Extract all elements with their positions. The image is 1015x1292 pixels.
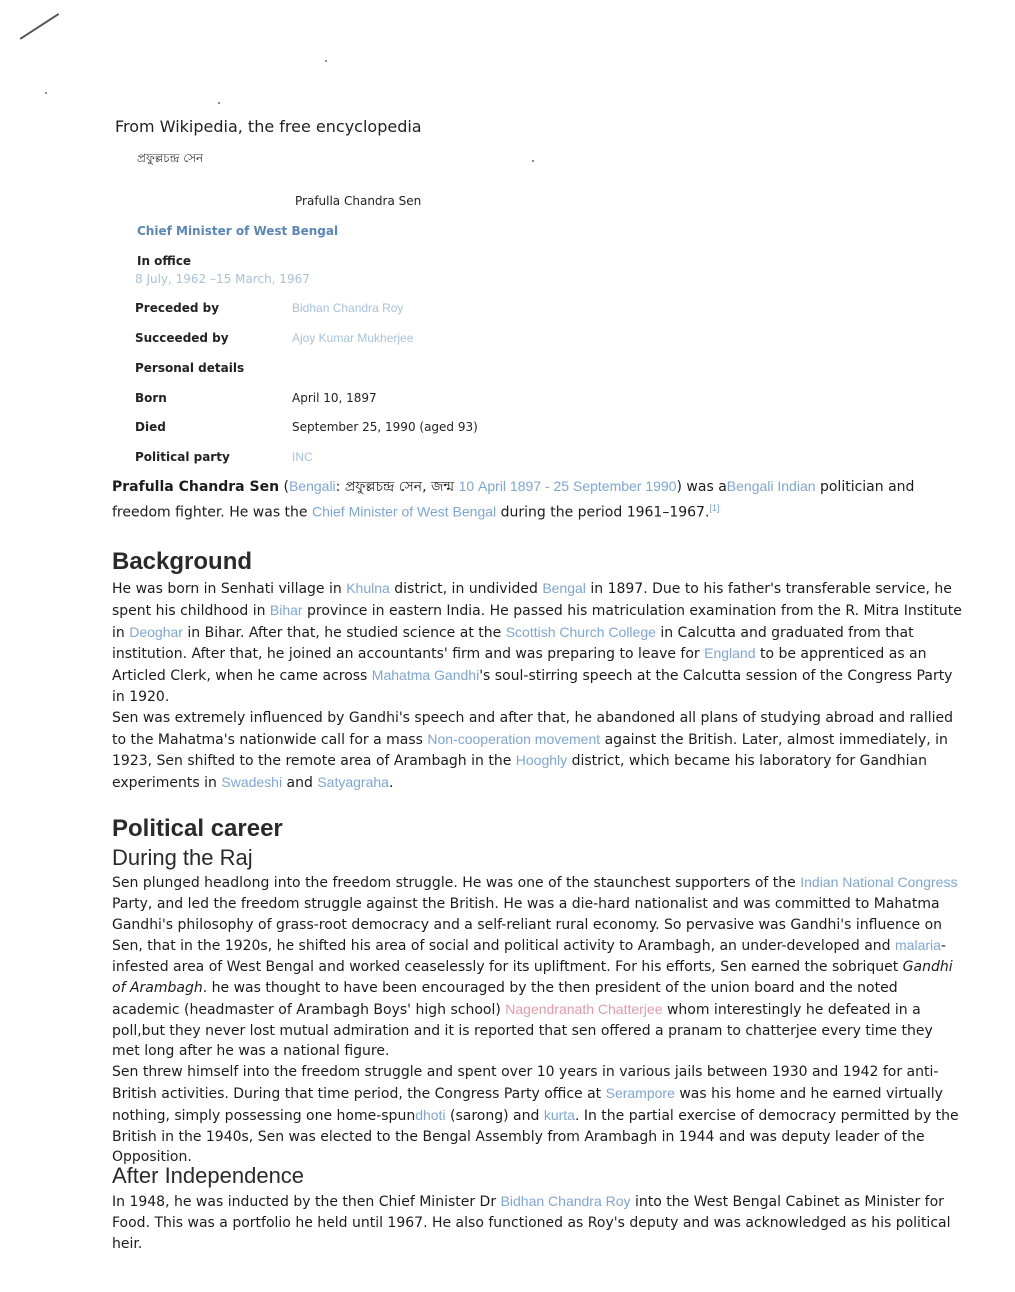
political-career-heading: Political career — [112, 815, 283, 842]
speck — [218, 102, 220, 104]
succeeded-by-link[interactable]: Ajoy Kumar Mukherjee — [292, 331, 414, 345]
text: ) was a — [676, 479, 727, 495]
born-row — [135, 391, 595, 409]
text: . — [388, 775, 394, 792]
text: Sen was extremely influenced by Gandhi's speech and after that, he abandoned all plans of studying abroad and rallied to the Mahatma's nationwide call for a mass — [112, 709, 954, 748]
preceded-by-row — [135, 301, 595, 319]
reference-link[interactable]: [1] — [709, 502, 720, 513]
background-paragraph-1 — [112, 578, 962, 708]
bengal-link[interactable]: Bengal — [542, 580, 586, 596]
text: during the period 1961–1967. — [496, 504, 710, 521]
text: in Bihar. After that, he studied science at the — [182, 624, 506, 641]
satyagraha-link[interactable]: Satyagraha — [317, 774, 389, 791]
intro-paragraph — [112, 476, 962, 523]
born-label: Born — [135, 391, 167, 405]
text: whom interestingly he defeated in a poll,but they never lost mutual admiration and it is reported that sen offered a pranam to chatterjee every time they met long after he was a national figure. — [112, 1001, 933, 1060]
raj-paragraph-2 — [112, 1062, 962, 1168]
text: Party, and led the freedom struggle against the British. He was a die-hard nationalist and was committed to Mahatma Gandhi's philosophy of grass-root democracy and a self-reliant rural economy. So pervasive was Gandhi's influence on Sen, that in the 1920s, he shifted his area of social and political activity to Arambagh, an under-developed and — [112, 895, 943, 955]
bihar-link[interactable]: Bihar — [269, 601, 303, 618]
text: district, which became his laboratory for Gandhian experiments in — [112, 753, 928, 792]
infobox-name: Prafulla Chandra Sen — [295, 194, 422, 208]
text: 's soul-stirring speech at the Calcutta session of the Congress Party in 1920. — [112, 668, 953, 705]
personal-details-label: Personal details — [135, 361, 245, 375]
in-office-label: In office — [137, 254, 192, 268]
sobriquet: Gandhi of Arambagh — [112, 959, 953, 996]
text: in 1897. Due to his father's transferable service, he spent his childhood in — [112, 581, 952, 619]
text: Sen plunged headlong into the freedom struggle. He was one of the staunchest supporters of the — [112, 875, 801, 891]
after-independence-heading: After Independence — [112, 1163, 305, 1188]
dates-link[interactable]: 10 April 1897 - 25 September 1990 — [458, 478, 677, 494]
raj-section — [112, 872, 962, 1168]
died-label: Died — [135, 420, 166, 434]
personal-details-row — [135, 361, 595, 379]
background-heading: Background — [112, 548, 253, 575]
text: (sarong) and — [445, 1107, 544, 1124]
text: against the British. Later, almost immediately, in 1923, Sen shifted to the remote area of Arambagh in the — [112, 731, 948, 770]
bengali-link[interactable]: Bengali — [288, 478, 336, 494]
hooghly-link[interactable]: Hooghly — [515, 752, 568, 769]
infobox-office-link[interactable]: Chief Minister of West Bengal — [137, 224, 339, 238]
dhoti-link[interactable]: dhoti — [415, 1106, 446, 1123]
party-label: Political party — [135, 450, 230, 464]
text: He was born in Senhati village in — [112, 581, 347, 597]
independence-paragraph — [112, 1191, 962, 1254]
died-row — [135, 420, 595, 438]
deoghar-link[interactable]: Deoghar — [129, 623, 183, 640]
england-link[interactable]: England — [704, 645, 756, 662]
bengali-indian-link[interactable]: Bengali Indian — [726, 478, 816, 494]
swadeshi-link[interactable]: Swadeshi — [221, 774, 283, 791]
during-the-raj-heading: During the Raj — [112, 845, 253, 870]
text: politician and freedom fighter. He was the — [112, 479, 915, 521]
native-name: প্রফুল্লচন্দ্র সেন — [137, 151, 204, 165]
nagendranath-chatterjee-link[interactable]: Nagendranath Chatterjee — [505, 1000, 663, 1017]
raj-paragraph-1 — [112, 872, 962, 1062]
text: In 1948, he was inducted by the then Chief Minister Dr — [112, 1194, 501, 1210]
text: province in eastern India. He passed his matriculation examination from the R. Mitra Institute in — [112, 602, 962, 641]
background-paragraph-2 — [112, 708, 962, 794]
born-value: April 10, 1897 — [292, 391, 377, 405]
text: . In the partial exercise of democracy permitted by the British in the 1940s, Sen was elected to the Bengal Assembly from Arambagh in 1944 and was deputy leader of the Opposition. — [112, 1107, 959, 1166]
mahatma-gandhi-link[interactable]: Mahatma Gandhi — [371, 667, 480, 684]
background-section — [112, 578, 962, 794]
in-office-dates[interactable]: 8 July, 1962 –15 March, 1967 — [135, 272, 310, 286]
party-row — [135, 450, 595, 468]
text: in Calcutta and graduated from that institution. After that, he joined an accountants' firm and was preparing to leave for — [112, 624, 914, 663]
speck — [325, 60, 327, 62]
kurta-link[interactable]: kurta — [543, 1106, 575, 1123]
preceded-by-link[interactable]: Bidhan Chandra Roy — [292, 301, 404, 315]
party-link[interactable]: INC — [292, 450, 313, 464]
preceded-by-label: Preceded by — [135, 301, 220, 315]
scottish-church-college-link[interactable]: Scottish Church College — [505, 623, 656, 640]
independence-section — [112, 1191, 962, 1254]
speck — [45, 92, 47, 94]
text: -infested area of West Bengal and worked ceaselessly for its upliftment. For his efforts, Sen earned the sobriquet — [112, 938, 946, 976]
chief-minister-link[interactable]: Chief Minister of West Bengal — [312, 503, 497, 520]
indian-national-congress-link[interactable]: Indian National Congress — [800, 874, 958, 890]
serampore-link[interactable]: Serampore — [605, 1084, 675, 1101]
malaria-link[interactable]: malaria — [895, 937, 941, 954]
text: district, in undivided — [389, 581, 543, 597]
text: into the West Bengal Cabinet as Minister for Food. This was a portfolio he held until 1967. He also functioned as Roy's deputy and was acknowledged as his political heir. — [112, 1194, 951, 1252]
text: and — [282, 775, 318, 792]
bidhan-chandra-roy-link[interactable]: Bidhan Chandra Roy — [500, 1193, 631, 1209]
pen-stroke-mark — [20, 13, 59, 39]
text: : প্রফুল্লচন্দ্র সেন, জন্ম — [335, 479, 459, 495]
speck — [532, 160, 534, 162]
text: ( — [279, 479, 289, 495]
succeeded-by-row — [135, 331, 595, 349]
khulna-link[interactable]: Khulna — [346, 580, 390, 596]
subject-name: Prafulla Chandra Sen — [112, 479, 280, 495]
died-value: September 25, 1990 (aged 93) — [292, 420, 478, 434]
text: Sen threw himself into the freedom struggle and spent over 10 years in various jails between 1930 and 1942 for anti-British activities. During that time period, the Congress Party office at — [112, 1064, 939, 1102]
text: . he was thought to have been encouraged by the then president of the union board and the noted academic (headmaster of Arambagh Boys' high school) — [112, 979, 898, 1018]
text: was his home and he earned virtually nothing, simply possessing one home-spun — [112, 1085, 943, 1124]
text: to be apprenticed as an Articled Clerk, when he came across — [112, 646, 927, 685]
source-line: From Wikipedia, the free encyclopedia — [115, 117, 422, 136]
non-cooperation-link[interactable]: Non-cooperation movement — [427, 730, 601, 747]
succeeded-by-label: Succeeded by — [135, 331, 229, 345]
